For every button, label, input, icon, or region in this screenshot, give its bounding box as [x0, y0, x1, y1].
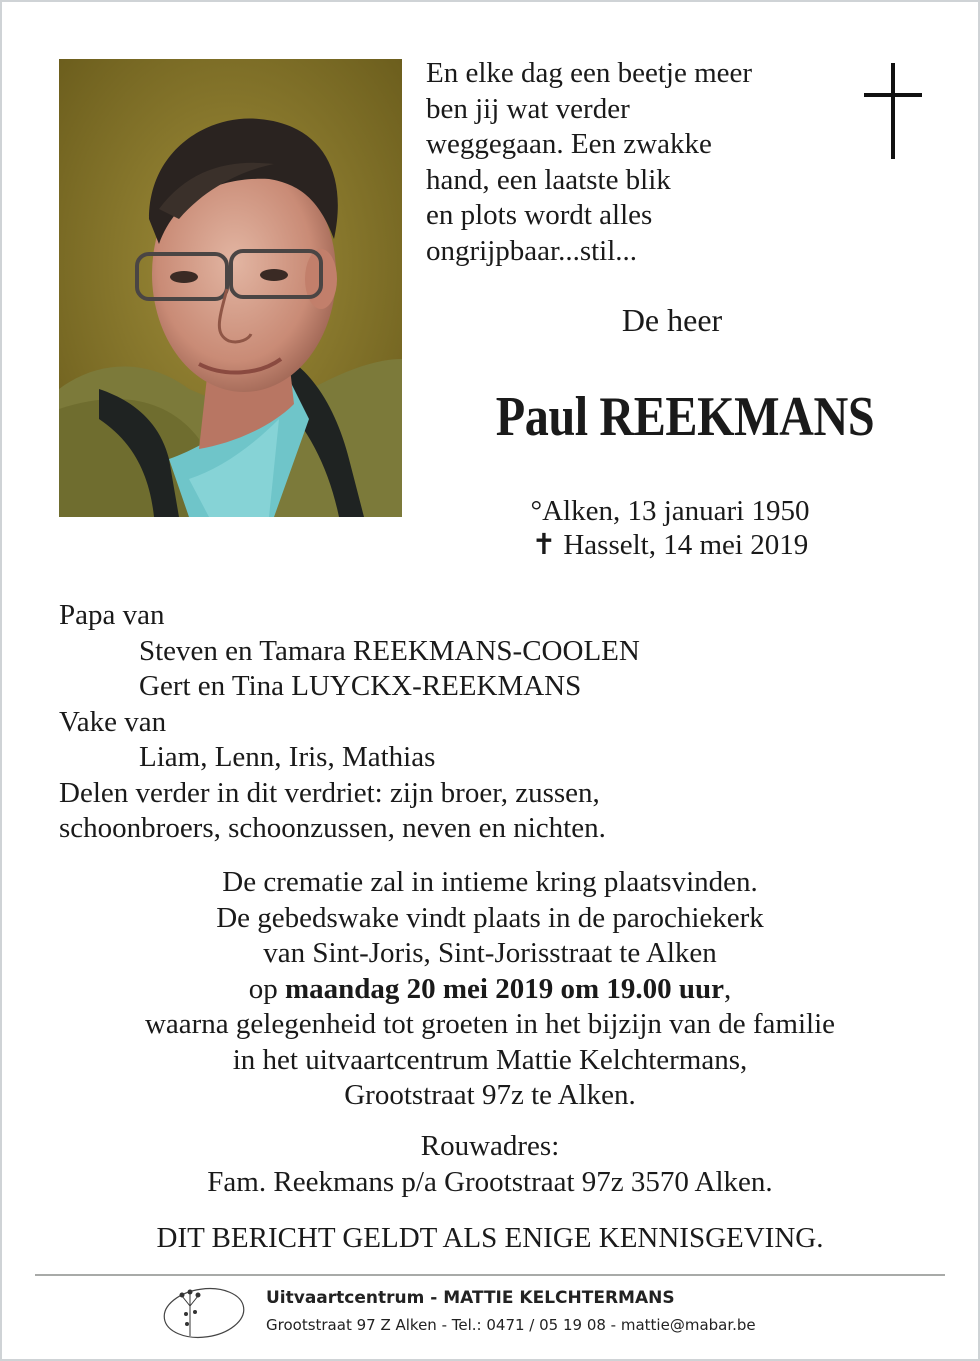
family-section: [59, 598, 939, 847]
ceremony-suffix: ,: [724, 972, 732, 1005]
footer-contact: Grootstraat 97 Z Alken - Tel.: 0471 / 05 19 08 - mattie@mabar.be: [266, 1316, 756, 1334]
ceremony-prefix: op: [248, 972, 285, 1005]
ceremony-line: van Sint-Joris, Sint-Jorisstraat te Alken: [263, 937, 717, 969]
relatives-line: schoonbroers, schoonzussen, neven en nichten.: [59, 812, 606, 844]
child-entry: Gert en Tina LUYCKX-REEKMANS: [139, 670, 582, 702]
ceremony-datetime-line: [40, 972, 940, 1008]
poem: [426, 56, 846, 269]
mourning-address: [40, 1128, 940, 1200]
poem-line: en plots wordt alles: [426, 199, 653, 231]
relatives-line: Delen verder in dit verdriet: zijn broer, zussen,: [59, 776, 600, 809]
death-date: ✝ Hasselt, 14 mei 2019: [531, 529, 809, 561]
ceremony-line: De crematie zal in intieme kring plaatsvinden.: [222, 866, 758, 898]
portrait-photo: [59, 59, 402, 517]
ceremony-line: Grootstraat 97z te Alken.: [344, 1079, 636, 1111]
footer-company: Uitvaartcentrum - MATTIE KELCHTERMANS: [266, 1288, 675, 1308]
birth-date: °Alken, 13 januari 1950: [530, 495, 810, 527]
ceremony-datetime: maandag 20 mei 2019 om 19.00 uur: [284, 972, 725, 1005]
ceremony-line: in het uitvaartcentrum Mattie Kelchtermans,: [232, 1043, 748, 1076]
cross-icon: [864, 63, 922, 159]
grandchildren: Liam, Lenn, Iris, Mathias: [139, 741, 436, 773]
footer-divider: [35, 1274, 945, 1276]
honorific: De heer: [621, 302, 723, 338]
funeral-home-logo-icon: [160, 1284, 248, 1342]
address-label: Rouwadres:: [420, 1130, 560, 1162]
poem-line: hand, een laatste blik: [426, 163, 671, 196]
ceremony-line: De gebedswake vindt plaats in de parochiekerk: [216, 901, 764, 934]
ceremony-section: [40, 865, 940, 1114]
vake-label: Vake van: [59, 705, 167, 738]
poem-line: En elke dag een beetje meer: [426, 57, 753, 89]
poem-line: ben jij wat verder: [426, 92, 630, 125]
notice-text: DIT BERICHT GELDT ALS ENIGE KENNISGEVING.: [156, 1222, 824, 1254]
poem-line: weggegaan. Een zwakke: [426, 128, 712, 160]
papa-label: Papa van: [59, 599, 165, 631]
address-value: Fam. Reekmans p/a Grootstraat 97z 3570 Alken.: [207, 1166, 773, 1198]
life-dates: [470, 494, 870, 562]
child-entry: Steven en Tamara REEKMANS-COOLEN: [139, 634, 640, 667]
ceremony-line: waarna gelegenheid tot groeten in het bijzijn van de familie: [144, 1008, 836, 1040]
poem-line: ongrijpbaar...stil...: [426, 234, 638, 267]
portrait-illustration: [59, 59, 402, 517]
deceased-name: Paul REEKMANS: [495, 386, 875, 448]
